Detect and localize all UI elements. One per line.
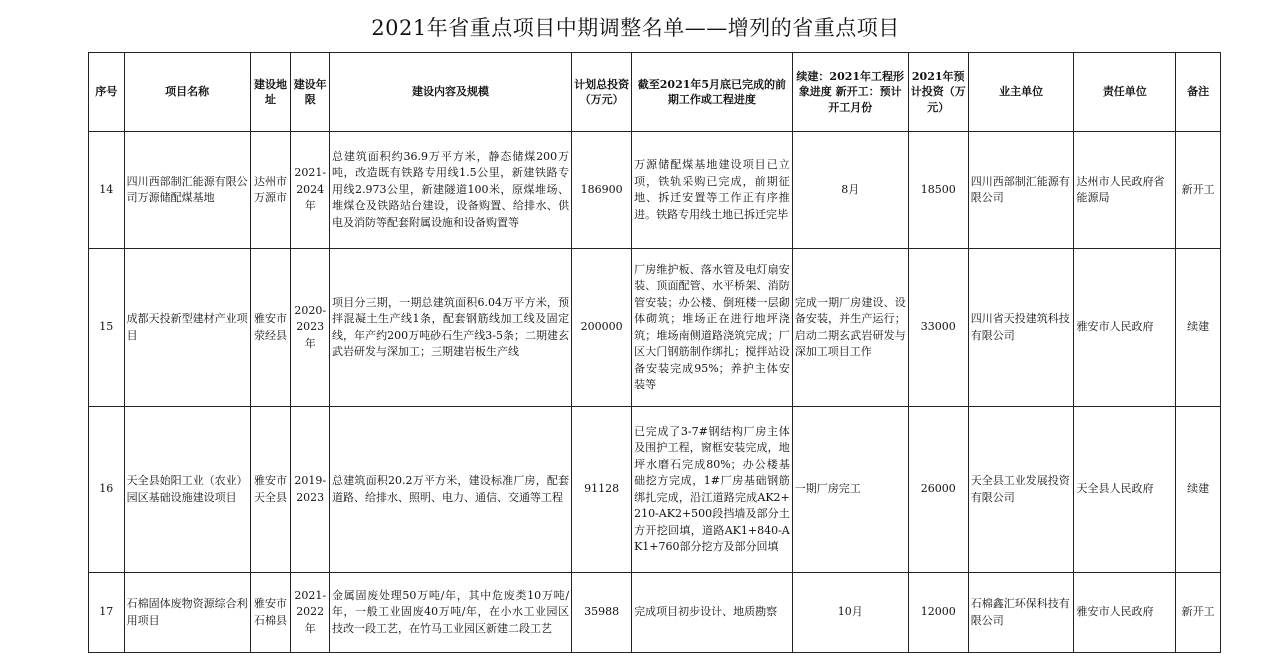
cell-remark: 续建 [1176, 249, 1221, 407]
cell-name: 成都天投新型建材产业项目 [124, 249, 250, 407]
header-investment: 计划总投资（万元） [572, 53, 632, 132]
cell-progress: 已完成了3-7#钢结构厂房主体及围护工程，窗框安装完成，地坪水磨石完成80%；办公楼基础挖方完成，1#厂房基础钢筋绑扎完成，沿江道路完成AK2+210-AK2+500段挡墙及部分土方开挖回填，道路AK1+840-AK1+760部分挖方及部分回填 [632, 407, 793, 573]
header-responsible: 责任单位 [1074, 53, 1176, 132]
cell-period: 2019-2023 [291, 407, 330, 573]
cell-seq: 14 [89, 132, 125, 249]
cell-image: 8月 [792, 132, 908, 249]
cell-remark: 新开工 [1176, 573, 1221, 653]
cell-period: 2020-2023年 [291, 249, 330, 407]
cell-annual: 26000 [908, 407, 968, 573]
header-progress: 截至2021年5月底已完成的前期工作或工程进度 [632, 53, 793, 132]
header-seq: 序号 [89, 53, 125, 132]
cell-location: 雅安市天全县 [250, 407, 291, 573]
table-row [89, 573, 1221, 653]
cell-image: 一期厂房完工 [792, 407, 908, 573]
cell-owner: 天全县工业发展投资有限公司 [968, 407, 1074, 573]
cell-content: 项目分三期，一期总建筑面积6.04万平方米，预拌混凝土生产线1条，配套钢筋线加工线及固定线，年产约200万吨砂石生产线3-5条；二期建玄武岩研发与深加工；三期建岩板生产线 [330, 249, 572, 407]
cell-location: 雅安市荥经县 [250, 249, 291, 407]
cell-content: 总建筑面积约36.9万平方米，静态储煤200万吨，改造既有铁路专用线1.5公里，新建铁路专用线2.973公里，新建隧道100米，原煤堆场、堆煤仓及铁路站台建设，设备购置、给排水、供电及消防等配套附属设施和设备购置等 [330, 132, 572, 249]
cell-seq: 17 [89, 573, 125, 653]
table-header-row [89, 53, 1221, 132]
header-content: 建设内容及规模 [330, 53, 572, 132]
cell-investment: 91128 [572, 407, 632, 573]
cell-owner: 四川省天投建筑科技有限公司 [968, 249, 1074, 407]
cell-owner: 四川西部制汇能源有限公司 [968, 132, 1074, 249]
cell-name: 天全县始阳工业（农业）园区基础设施建设项目 [124, 407, 250, 573]
table-row [89, 249, 1221, 407]
header-owner: 业主单位 [968, 53, 1074, 132]
cell-seq: 15 [89, 249, 125, 407]
cell-progress: 万源储配煤基地建设项目已立项，铁轨采购已完成，前期征地、拆迁安置等工作正有序推进。铁路专用线土地已拆迁完毕 [632, 132, 793, 249]
cell-responsible: 雅安市人民政府 [1074, 573, 1176, 653]
table-row [89, 132, 1221, 249]
header-location: 建设地址 [250, 53, 291, 132]
cell-responsible: 达州市人民政府省能源局 [1074, 132, 1176, 249]
cell-annual: 33000 [908, 249, 968, 407]
header-name: 项目名称 [124, 53, 250, 132]
header-period: 建设年限 [291, 53, 330, 132]
table-row [89, 407, 1221, 573]
cell-investment: 186900 [572, 132, 632, 249]
cell-image: 10月 [792, 573, 908, 653]
cell-annual: 18500 [908, 132, 968, 249]
cell-annual: 12000 [908, 573, 968, 653]
page-title: 2021年省重点项目中期调整名单——增列的省重点项目 [371, 16, 900, 40]
cell-remark: 续建 [1176, 407, 1221, 573]
cell-seq: 16 [89, 407, 125, 573]
cell-name: 石棉固体废物资源综合利用项目 [124, 573, 250, 653]
cell-location: 达州市万源市 [250, 132, 291, 249]
cell-image: 完成一期厂房建设、设备安装，并生产运行；启动二期玄武岩研发与深加工项目工作 [792, 249, 908, 407]
cell-progress: 完成项目初步设计、地质勘察 [632, 573, 793, 653]
cell-investment: 35988 [572, 573, 632, 653]
cell-name: 四川西部制汇能源有限公司万源储配煤基地 [124, 132, 250, 249]
cell-responsible: 天全县人民政府 [1074, 407, 1176, 573]
cell-responsible: 雅安市人民政府 [1074, 249, 1176, 407]
cell-period: 2021-2024年 [291, 132, 330, 249]
cell-content: 金属固废处理50万吨/年，其中危废类10万吨/年，一般工业固废40万吨/年，在小水工业园区技改一段工艺，在竹马工业园区新建二段工艺 [330, 573, 572, 653]
cell-remark: 新开工 [1176, 132, 1221, 249]
header-annual: 2021年预计投资（万元） [908, 53, 968, 132]
header-remark: 备注 [1176, 53, 1221, 132]
header-image: 续建：2021年工程形象进度 新开工：预计开工月份 [792, 53, 908, 132]
cell-location: 雅安市石棉县 [250, 573, 291, 653]
cell-progress: 厂房维护板、落水管及电灯扇安装、顶面配管、水平桥架、消防管安装；办公楼、倒班楼一层砌体砌筑；堆场正在进行地坪浇筑；堆场南侧道路浇筑完成；厂区大门钢筋制作绑扎；搅拌站设备安装完成95%；养护主体安装等 [632, 249, 793, 407]
cell-investment: 200000 [572, 249, 632, 407]
cell-content: 总建筑面积20.2万平方米，建设标准厂房，配套道路、给排水、照明、电力、通信、交通等工程 [330, 407, 572, 573]
cell-owner: 石棉鑫汇环保科技有限公司 [968, 573, 1074, 653]
project-table [88, 52, 1221, 653]
cell-period: 2021-2022年 [291, 573, 330, 653]
